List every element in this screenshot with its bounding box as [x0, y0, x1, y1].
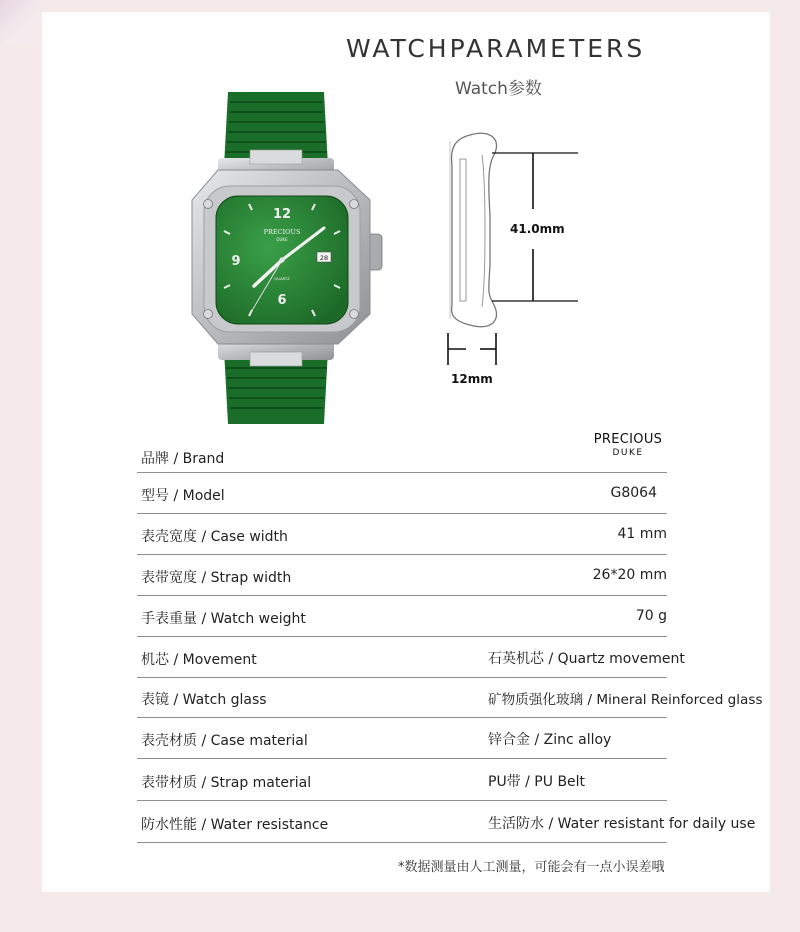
dial-numeral-12: 12 — [272, 207, 292, 222]
watch-front-image — [188, 88, 388, 428]
spec-value: 石英机芯 / Quartz movement — [488, 651, 685, 667]
page-title: WATCHPARAMETERS — [346, 34, 646, 63]
spec-value: 26*20 mm — [592, 567, 667, 583]
height-dimension-label: 41.0mm — [510, 222, 565, 236]
spec-value: G8064 — [610, 485, 657, 501]
spec-label: 型号 / Model — [141, 488, 225, 504]
spec-label: 手表重量 / Watch weight — [141, 611, 306, 627]
spec-label: 品牌 / Brand — [141, 451, 225, 467]
dial-numeral-9: 9 — [231, 254, 241, 269]
spec-value: 41 mm — [617, 526, 667, 542]
brand-logo-line1: PRECIOUS — [593, 432, 663, 447]
thickness-dimension-label: 12mm — [451, 372, 493, 386]
measurement-footnote: *数据测量由人工测量，可能会有一点小误差哦 — [398, 860, 665, 875]
spec-row-movement — [137, 637, 685, 678]
brand-logo-line2: DUKE — [612, 448, 644, 458]
spec-row-case-width — [137, 514, 667, 555]
dial-brand: PRECIOUS — [263, 228, 301, 236]
spec-row-brand — [137, 432, 667, 473]
dial-date: 28 — [319, 254, 329, 262]
spec-label: 表镜 / Watch glass — [141, 692, 267, 708]
page-subtitle: Watch参数 — [455, 79, 542, 99]
spec-value: PU带 / PU Belt — [488, 774, 586, 790]
spec-row-water-resistance — [137, 802, 756, 843]
dial-brand-sub: DUKE — [276, 237, 288, 242]
spec-label: 机芯 / Movement — [141, 652, 257, 668]
spec-row-strap-material — [137, 760, 667, 801]
spec-value: 锌合金 / Zinc alloy — [488, 732, 612, 748]
spec-row-weight — [137, 596, 667, 637]
spec-value: 70 g — [635, 608, 667, 624]
spec-label: 表壳材质 / Case material — [141, 733, 308, 749]
spec-label: 表壳宽度 / Case width — [141, 529, 288, 545]
spec-row-case-material — [137, 718, 667, 759]
spec-label: 表带宽度 / Strap width — [141, 570, 292, 586]
watch-side-diagram — [440, 125, 590, 395]
decorative-corner — [0, 0, 40, 44]
brand-logo — [583, 432, 673, 458]
dial-movement-text: QUARTZ — [274, 276, 290, 281]
spec-label: 防水性能 / Water resistance — [141, 817, 329, 833]
spec-row-glass — [137, 677, 763, 718]
spec-value: 生活防水 / Water resistant for daily use — [488, 816, 756, 832]
spec-row-strap-width — [137, 555, 667, 596]
spec-value: 矿物质强化玻璃 / Mineral Reinforced glass — [488, 692, 763, 708]
spec-label: 表带材质 / Strap material — [141, 775, 312, 791]
spec-row-model — [137, 473, 667, 514]
dial-numeral-6: 6 — [277, 293, 287, 308]
